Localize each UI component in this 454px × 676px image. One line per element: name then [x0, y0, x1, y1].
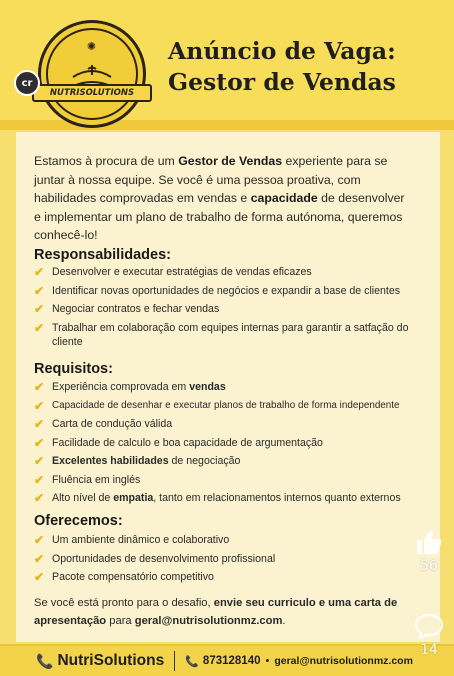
nutrisolutions-logo	[38, 20, 146, 128]
intro-emphasis: capacidade	[250, 191, 318, 206]
offers-list	[34, 533, 446, 589]
footer-divider	[174, 651, 175, 671]
list-item	[34, 533, 446, 552]
logo-emblem	[46, 28, 138, 120]
phone-icon: 📞	[185, 655, 199, 668]
list-item-text: Capacidade de desenhar e executar planos de trabalho de forma independente	[52, 399, 400, 411]
page-title	[168, 36, 448, 98]
closing-text: Se você está pronto para o desafio,	[34, 597, 214, 609]
list-item	[34, 454, 446, 473]
list-item	[34, 265, 446, 284]
list-item-text: Negociar contratos e fechar vendas	[52, 303, 220, 315]
list-item-text: Facilidade de calculo e boa capacidade de argumentação	[52, 436, 323, 449]
list-item-text: Fluência em inglés	[52, 473, 141, 486]
sun-rays-icon: ✺	[86, 40, 98, 53]
checkmark-icon: ✔	[34, 454, 45, 468]
footer-bar	[0, 644, 454, 676]
offers-heading: Oferecemos:	[34, 513, 123, 529]
contact-email-link[interactable]: geral@nutrisolutionmz.com	[134, 614, 283, 627]
list-item-text: Oportunidades de desenvolvimento profissional	[52, 552, 276, 565]
like-button[interactable]	[412, 528, 446, 574]
checkmark-icon: ✔	[34, 265, 45, 279]
intro-text: de desenvolver e implementar um plano de trabalho de forma autónoma, queremos conhecê-lo!	[34, 191, 405, 243]
title-line-1: Anúncio de Vaga:	[168, 37, 396, 65]
list-item	[34, 380, 446, 399]
phone-icon: 📞	[36, 652, 54, 669]
list-item	[34, 399, 446, 418]
intro-text: experiente para se juntar à nossa equipe. Se você é uma pessoa proativa, com habilidades comprovadas em vendas e	[34, 154, 388, 206]
responsibilities-heading: Responsabilidades:	[34, 247, 171, 263]
list-item	[34, 552, 446, 571]
responsibilities-list	[34, 265, 446, 354]
list-item-text: Desenvolver e executar estratégias de vendas eficazes	[52, 266, 312, 278]
list-item	[34, 491, 446, 510]
list-item	[34, 302, 446, 321]
checkmark-icon: ✔	[34, 283, 45, 298]
requirements-heading: Requisitos:	[34, 361, 113, 377]
intro-paragraph	[34, 152, 414, 245]
checkmark-icon: ✔	[34, 551, 45, 566]
comment-button[interactable]	[412, 612, 446, 658]
closing-text: .	[282, 614, 286, 627]
checkmark-icon: ✔	[34, 472, 45, 487]
list-item-text: Excelentes habilidades de negociação	[52, 455, 241, 467]
like-count: 56	[420, 558, 438, 574]
list-item-text: Carta de condução válida	[52, 418, 173, 430]
list-item-text: Identificar novas oportunidades de negócios e expandir a base de clientes	[52, 284, 401, 297]
footer-email[interactable]: geral@nutrisolutionmz.com	[274, 655, 413, 667]
list-item	[34, 436, 446, 455]
footer-brand: NutriSolutions	[57, 652, 165, 669]
title-line-2: Gestor de Vendas	[168, 68, 396, 96]
checkmark-icon: ✔	[34, 533, 45, 547]
checkmark-icon: ✔	[34, 302, 45, 316]
list-item	[34, 417, 446, 436]
requirements-list	[34, 380, 446, 510]
footer-phone[interactable]: 873128140	[202, 655, 261, 667]
checkmark-icon: ✔	[34, 380, 45, 394]
thumbs-up-icon	[414, 528, 444, 556]
checkmark-icon: ✔	[34, 417, 45, 431]
closing-text: para	[106, 614, 135, 627]
list-item	[34, 473, 446, 492]
list-item-text: Trabalhar em colaboração com equipes internas para garantir a satfação do cliente	[52, 321, 409, 348]
list-item	[34, 284, 446, 303]
list-item-text: Experiência comprovada em vendas	[52, 381, 226, 393]
checkmark-icon: ✔	[34, 435, 45, 450]
checkmark-icon: ✔	[34, 570, 45, 584]
checkmark-icon: ✔	[34, 491, 45, 505]
logo-brand-text: NUTRISOLUTIONS	[32, 84, 152, 102]
list-item-text: Alto nível de empatia, tanto em relacionamentos internos quanto externos	[52, 492, 401, 504]
list-item-text: Um ambiente dinâmico e colaborativo	[52, 534, 230, 546]
intro-text: Estamos à procura de um	[34, 154, 179, 168]
account-badge[interactable]: cr	[14, 70, 40, 96]
list-item-text: Pacote compensatório competitivo	[52, 571, 214, 583]
list-item	[34, 570, 446, 589]
list-item	[34, 321, 446, 354]
checkmark-icon: ✔	[34, 320, 45, 335]
intro-job-title: Gestor de Vendas	[178, 154, 283, 168]
checkmark-icon: ✔	[34, 398, 45, 413]
closing-call-to-action: envie seu curriculo e uma carta de apresentação	[34, 597, 398, 627]
comment-icon	[414, 612, 444, 640]
footer-separator: •	[265, 655, 270, 667]
closing-paragraph	[34, 595, 434, 630]
comment-count: 14	[420, 642, 438, 658]
